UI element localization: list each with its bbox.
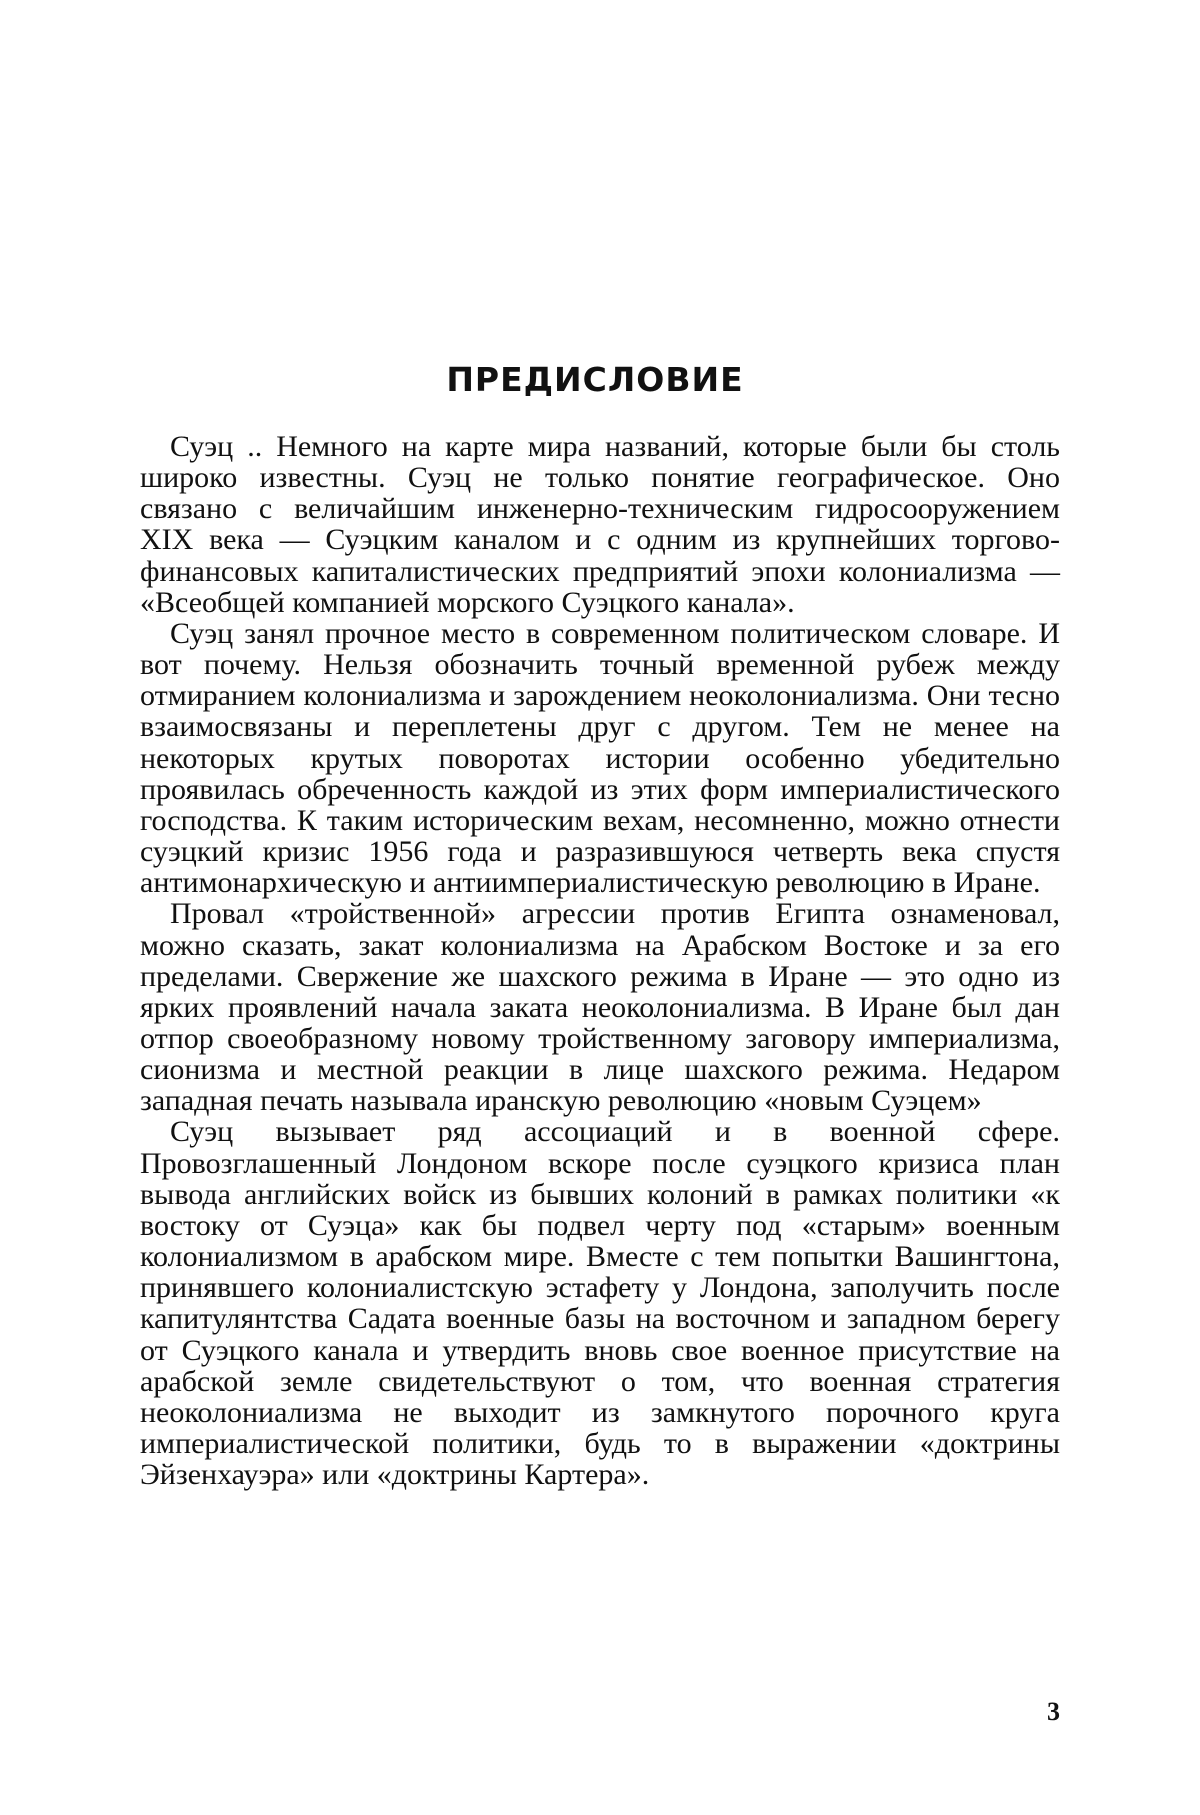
page-title-text: ПРЕДИСЛОВИЕ: [446, 360, 744, 399]
paragraph-2: Суэц занял прочное место в современном политическом словаре. И вот почему. Нельзя обозначить точный временной рубеж между отмиранием колониализма и зарождением неоколониализма. Они тесно взаимосвязаны и переплетены друг с другом. Тем не менее на некоторых крутых поворотах истории особенно убедительно проявилась обреченность каждой из этих форм империалистического господства. К таким историческим вехам, несомненно, можно отнести суэцкий кризис 1956 года и разразившуюся четверть века спустя антимонархическую и антиимпериалистическую революцию в Иране.: [140, 616, 1060, 900]
paragraph-1: Суэц .. Немного на карте мира названий, которые были бы столь широко известны. Суэц не только понятие географическое. Оно связано с величайшим инженерно-техническим гидросооружением XIX века — Суэцким каналом и с одним из крупнейших торгово-финансовых капиталистических предприятий эпохи колониализма — «Всеобщей компанией морского Суэцкого канала».: [140, 430, 1060, 619]
paragraph-4: Суэц вызывает ряд ассоциаций и в военной сфере. Провозглашенный Лондоном вскоре после суэцкого кризиса план вывода английских войск из бывших колоний в рамках политики «к востоку от Суэца» как бы подвел черту под «старым» военным колониализмом в арабском мире. Вместе с тем попытки Вашингтона, принявшего колониалистскую эстафету у Лондона, заполучить после капитулянтства Садата военные базы на восточном и западном берегу от Суэцкого канала и утвердить вновь свое военное присутствие на арабской земле свидетельствуют о том, что военная стратегия неоколониализма не выходит из замкнутого порочного круга империалистической политики, будь то в выражении «доктрины Эйзенхауэра» или «доктрины Картера».: [140, 1115, 1060, 1492]
page-number: 3: [1047, 1697, 1060, 1726]
body-text: [140, 431, 1060, 1490]
page-title: [0, 360, 1200, 399]
paragraph-3: Провал «тройственной» агрессии против Египта ознаменовал, можно сказать, закат колониализма на Арабском Востоке и за его пределами. Свержение же шахского режима в Иране — это одно из ярких проявлений начала заката неоколониализма. В Иране был дан отпор своеобразному новому тройственному заговору империализма, сионизма и местной реакции в лице шахского режима. Недаром западная печать называла иранскую революцию «новым Суэцем»: [140, 897, 1060, 1118]
